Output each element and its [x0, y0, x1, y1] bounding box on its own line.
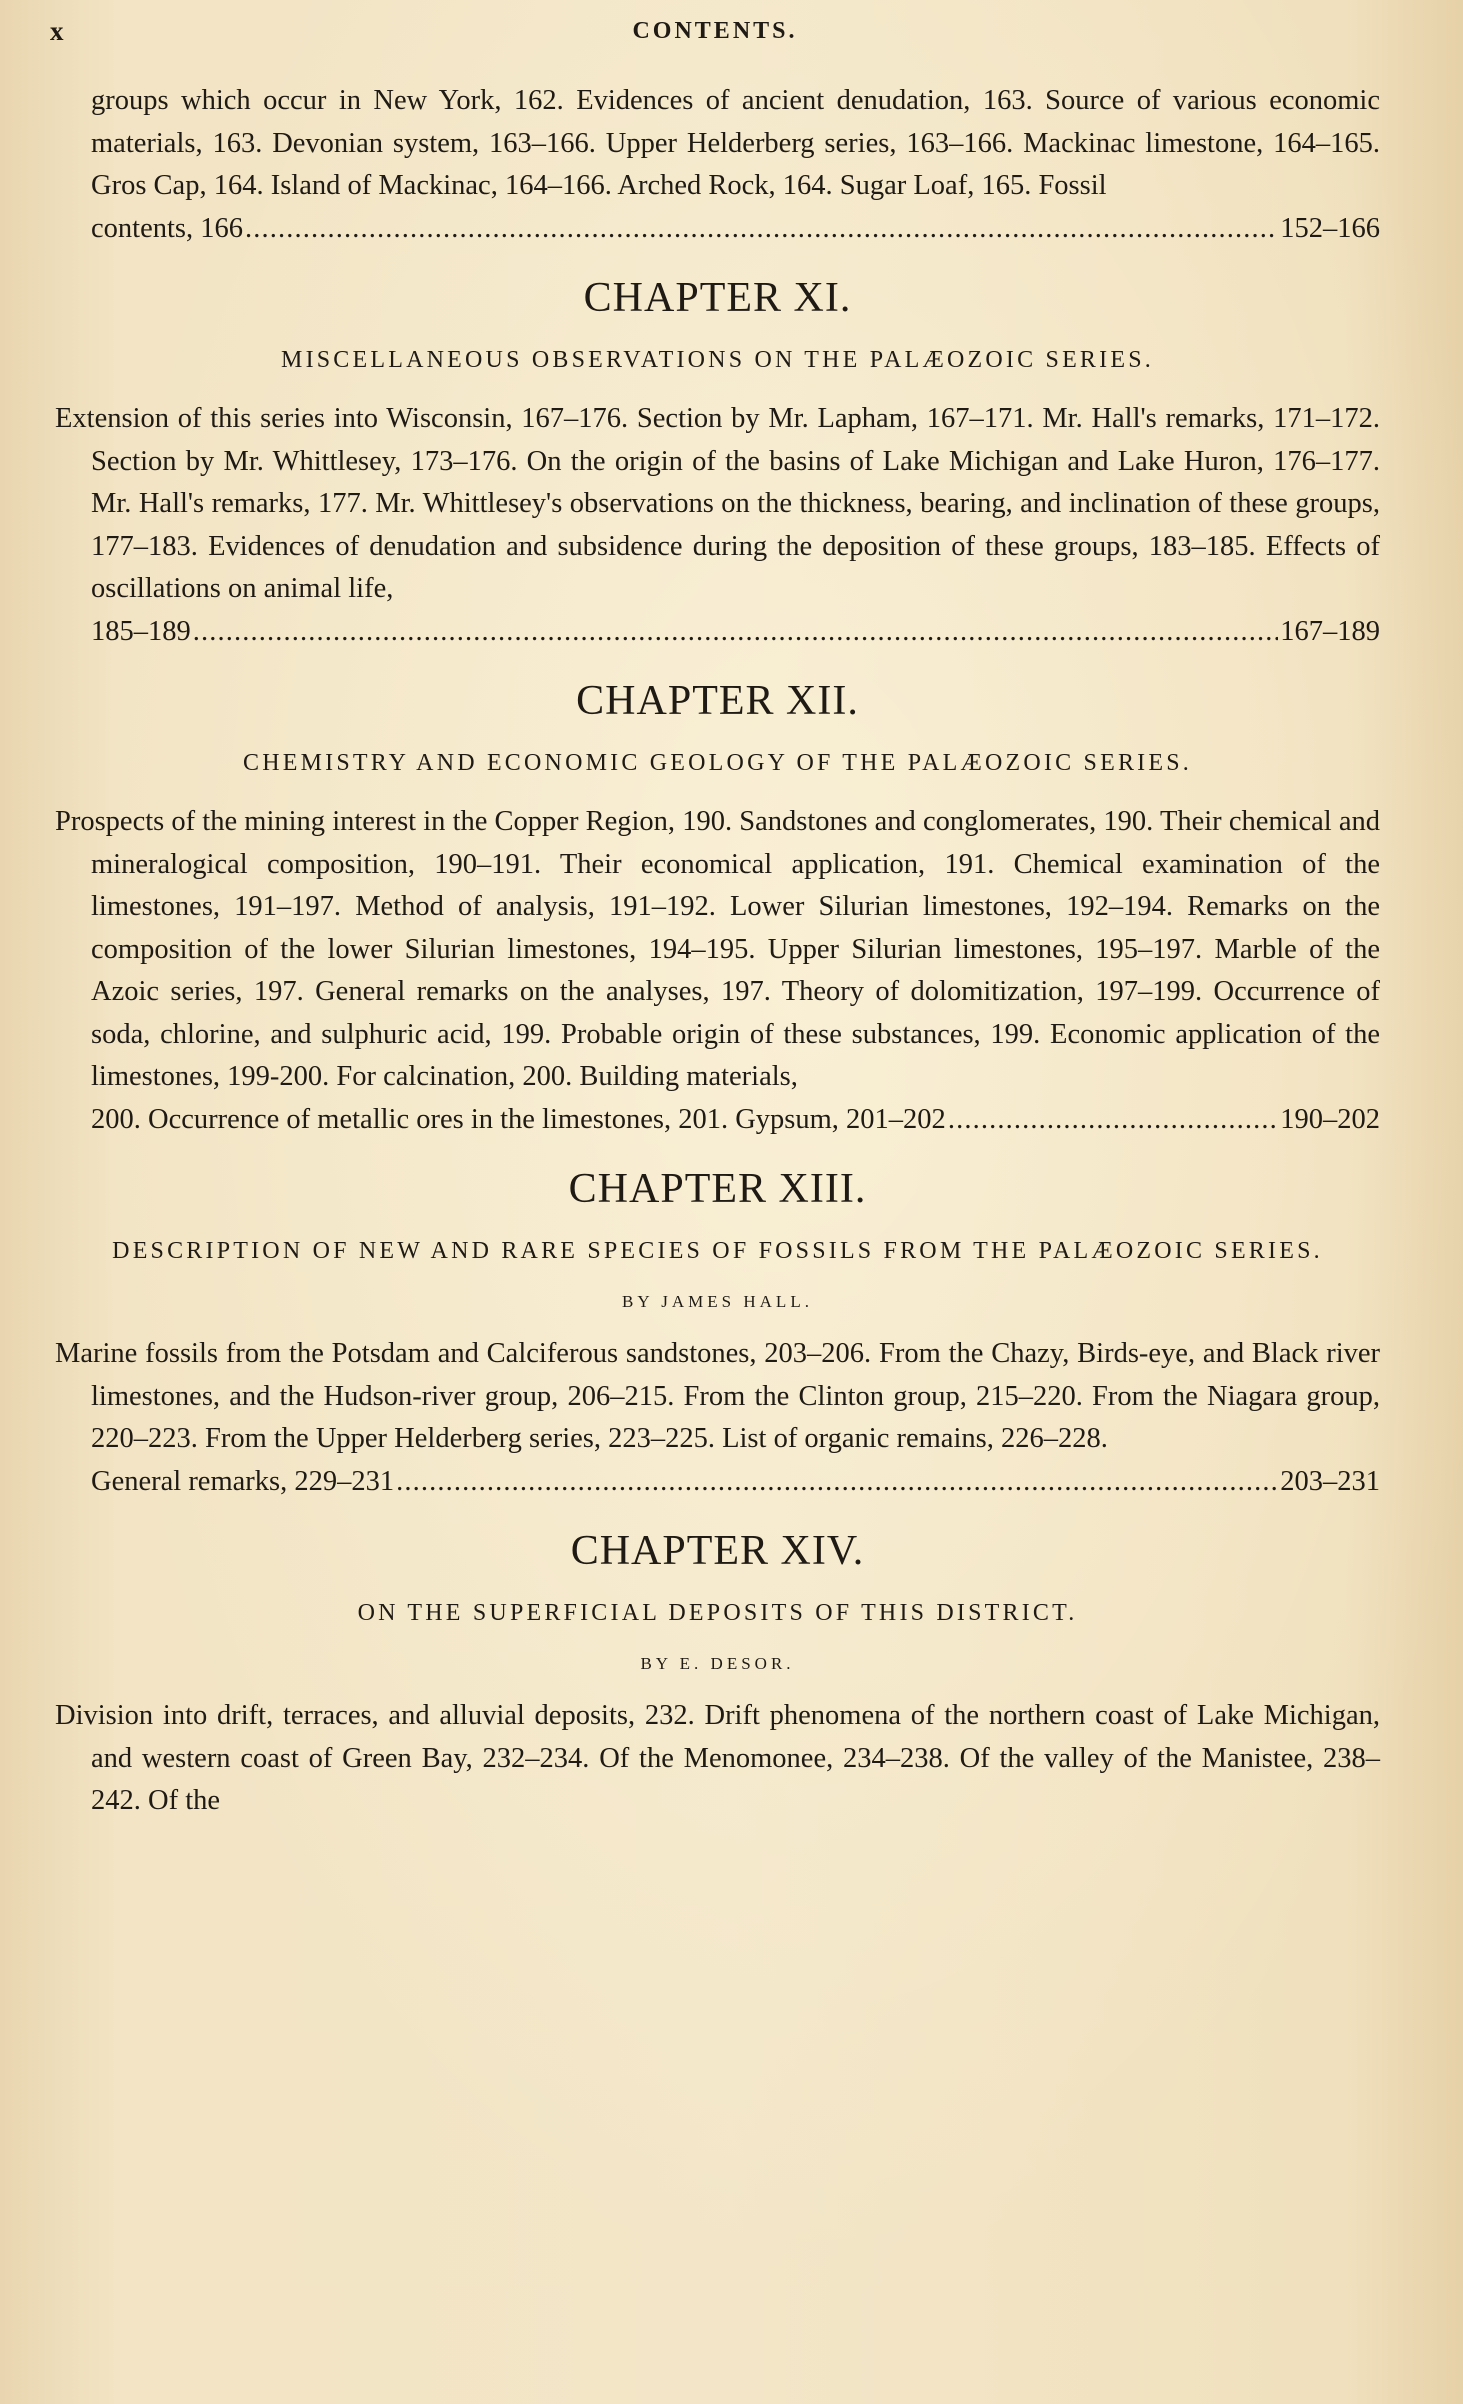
chapter-subtitle: ON THE SUPERFICIAL DEPOSITS OF THIS DISTRICT.	[357, 1600, 1078, 1626]
continued-entry	[55, 80, 1380, 250]
chapter-entry	[55, 398, 1380, 653]
chapter-subtitle: CHEMISTRY AND ECONOMIC GEOLOGY OF THE PALÆOZOIC SERIES.	[243, 750, 1192, 776]
page-range: 167–189	[1280, 615, 1380, 647]
entry-last-line	[55, 208, 1380, 251]
entry-last-text: General remarks, 229–231	[91, 1465, 395, 1497]
chapter-section	[55, 1521, 1380, 1823]
entry-last-line	[55, 611, 1380, 654]
chapter-entry	[55, 1333, 1380, 1503]
page-range: 152–166	[1280, 212, 1380, 244]
entry-last-text: 185–189	[91, 615, 191, 647]
chapter-title: CHAPTER XI.	[583, 275, 852, 321]
chapter-title: CHAPTER XIII.	[568, 1166, 867, 1212]
chapter-title: CHAPTER XII.	[576, 678, 859, 724]
entry-last-text: contents, 166	[91, 212, 243, 244]
dot-leader	[193, 611, 1279, 654]
page-range: 203–231	[1280, 1465, 1380, 1497]
chapter-entry	[55, 1695, 1380, 1823]
contents-body	[55, 80, 1380, 1823]
chapter-subtitle: MISCELLANEOUS OBSERVATIONS ON THE PALÆOZOIC SERIES.	[281, 347, 1154, 373]
dot-leader	[245, 208, 1278, 251]
chapter-title: CHAPTER XIV.	[570, 1528, 865, 1574]
page-range: 190–202	[1280, 1103, 1380, 1135]
chapter-section	[55, 268, 1380, 653]
page-number: x	[50, 16, 65, 46]
chapter-byline: BY JAMES HALL.	[622, 1292, 813, 1311]
chapter-entry	[55, 801, 1380, 1141]
running-header	[50, 16, 1380, 56]
entry-text: groups which occur in New York, 162. Evidences of ancient denudation, 163. Source of various economic materials, 163. Devonian system, 163–166. Upper Helderberg series, 163–166. Mackinac limestone, 164–165. Gros Cap, 164. Island of Mackinac, 164–166. Arched Rock, 164. Sugar Loaf, 165. Fossil	[91, 85, 1380, 201]
entry-last-line	[55, 1461, 1380, 1504]
dot-leader	[396, 1461, 1278, 1504]
entry-text: Extension of this series into Wisconsin, 167–176. Section by Mr. Lapham, 167–171. Mr. Hall's remarks, 171–172. Section by Mr. Whittlesey, 173–176. On the origin of the basins of Lake Michigan and Lake Huron, 176–177. Mr. Hall's remarks, 177. Mr. Whittlesey's observations on the thickness, bearing, and inclination of these groups, 177–183. Evidences of denudation and subsidence during the deposition of these groups, 183–185. Effects of oscillations on animal life,	[55, 403, 1380, 604]
entry-last-line	[55, 1099, 1380, 1142]
running-title: CONTENTS.	[632, 18, 798, 44]
chapter-section	[55, 671, 1380, 1141]
chapter-section	[55, 1159, 1380, 1503]
entry-last-text: 200. Occurrence of metallic ores in the limestones, 201. Gypsum, 201–202	[91, 1103, 946, 1135]
dot-leader	[948, 1099, 1278, 1142]
entry-text: Prospects of the mining interest in the Copper Region, 190. Sandstones and conglomerates, 190. Their chemical and mineralogical composition, 190–191. Their economical application, 191. Chemical examination of the limestones, 191–197. Method of analysis, 191–192. Lower Silurian limestones, 192–194. Remarks on the composition of the lower Silurian limestones, 194–195. Upper Silurian limestones, 195–197. Marble of the Azoic series, 197. General remarks on the analyses, 197. Theory of dolomitization, 197–199. Occurrence of soda, chlorine, and sulphuric acid, 199. Probable origin of these substances, 199. Economic application of the limestones, 199-200. For calcination, 200. Building materials,	[55, 806, 1380, 1092]
chapter-subtitle: DESCRIPTION OF NEW AND RARE SPECIES OF FOSSILS FROM THE PALÆOZOIC SERIES.	[112, 1238, 1323, 1264]
chapter-byline: BY E. DESOR.	[640, 1654, 795, 1673]
entry-text: Division into drift, terraces, and alluvial deposits, 232. Drift phenomena of the northern coast of Lake Michigan, and western coast of Green Bay, 232–234. Of the Menomonee, 234–238. Of the valley of the Manistee, 238–242. Of the	[55, 1700, 1380, 1816]
entry-text: Marine fossils from the Potsdam and Calciferous sandstones, 203–206. From the Chazy, Birds-eye, and Black river limestones, and the Hudson-river group, 206–215. From the Clinton group, 215–220. From the Niagara group, 220–223. From the Upper Helderberg series, 223–225. List of organic remains, 226–228.	[55, 1338, 1380, 1454]
